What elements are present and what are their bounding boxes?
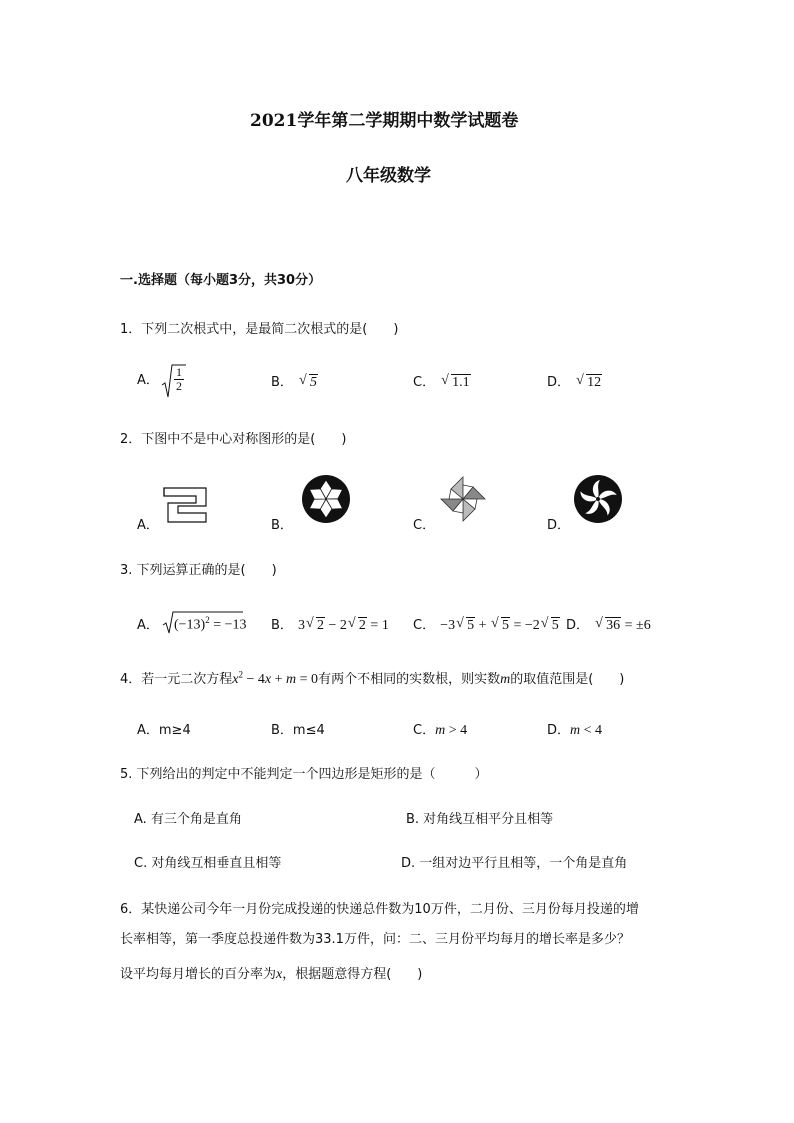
question-5-stem: 5. 下列给出的判定中不能判定一个四边形是矩形的是（ ） bbox=[120, 767, 488, 782]
q6-line3-pre: 设平均每月增长的百分率为 bbox=[120, 967, 277, 982]
q4-option-d bbox=[547, 719, 602, 739]
q2-option-b-label: B． bbox=[271, 518, 293, 533]
q3-b-rhs: = 1 bbox=[366, 618, 389, 633]
q4-option-c bbox=[413, 719, 467, 739]
q4-d-rest: < 4 bbox=[580, 723, 603, 738]
q3-a-rhs: = −13 bbox=[209, 618, 247, 633]
q1-a-numerator: 1 bbox=[176, 365, 182, 379]
q4-eq-m: m bbox=[286, 672, 297, 687]
q3-c-equals: = −2 bbox=[509, 618, 540, 633]
q4-c-m: m bbox=[435, 723, 446, 738]
q3-b-middle: − 2 bbox=[325, 618, 347, 633]
q4-stem-m: m bbox=[500, 672, 511, 687]
question-2-stem: 2．下图中不是中心对称图形的是( ) bbox=[120, 432, 347, 447]
q3-c-coef1: −3 bbox=[440, 618, 456, 633]
q4-eq-term: − 4 bbox=[243, 672, 265, 687]
q3-d-radicand: 36 bbox=[606, 618, 621, 633]
q4-eq-rhs: = 0 bbox=[296, 672, 319, 687]
question-4-stem bbox=[120, 668, 624, 688]
q4-option-d-label: D． bbox=[547, 723, 571, 738]
q4-stem-pre: 4．若一元二次方程 bbox=[120, 672, 233, 687]
q2-figure-d bbox=[573, 474, 623, 524]
q1-d-radicand: 12 bbox=[587, 375, 602, 390]
q3-option-b-label: B． bbox=[271, 618, 293, 633]
q1-a-denominator: 2 bbox=[176, 379, 182, 393]
q3-option-d bbox=[566, 614, 651, 634]
q3-d-rhs: = ±6 bbox=[621, 618, 651, 633]
q1-option-c bbox=[413, 371, 471, 391]
exam-subtitle: 八年级数学 bbox=[346, 166, 431, 186]
q2-figure-b bbox=[301, 474, 351, 524]
q5-option-a: A. 有三个角是直角 bbox=[134, 812, 242, 827]
q3-option-b bbox=[271, 614, 389, 634]
q3-b-radicand2: 2 bbox=[358, 618, 366, 633]
q1-option-b-label: B． bbox=[271, 375, 293, 390]
q3-option-d-label: D． bbox=[566, 618, 590, 633]
q2-figure-c bbox=[439, 475, 487, 523]
q3-option-c bbox=[413, 614, 560, 634]
q5-option-c: C. 对角线互相垂直且相等 bbox=[134, 856, 282, 871]
q3-c-plus: + bbox=[475, 618, 490, 633]
question-6-line-2: 长率相等，第一季度总投递件数为33.1万件，问：二、三月份平均每月的增长率是多少？ bbox=[120, 932, 630, 947]
q2-option-a-label: A． bbox=[137, 518, 159, 533]
q3-b-coef1: 3 bbox=[298, 618, 306, 633]
q3-option-a-label: A． bbox=[137, 618, 159, 633]
q2-option-c-label: C． bbox=[413, 518, 436, 533]
q4-stem-mid: 有两个不相同的实数根，则实数 bbox=[318, 672, 501, 687]
q4-option-c-label: C． bbox=[413, 723, 436, 738]
q6-line3-x: x bbox=[276, 967, 283, 982]
q4-option-b: B．m≤4 bbox=[271, 723, 325, 738]
q4-option-a: A．m≥4 bbox=[137, 723, 191, 738]
q1-option-d bbox=[547, 371, 602, 391]
q3-c-radicand3: 5 bbox=[551, 618, 559, 633]
q3-c-radicand1: 5 bbox=[467, 618, 475, 633]
q3-b-radicand1: 2 bbox=[317, 618, 325, 633]
question-3-stem: 3. 下列运算正确的是( ) bbox=[120, 563, 277, 578]
q3-a-radicand: (−13) bbox=[174, 618, 206, 633]
q4-stem-post: 的取值范围是( ) bbox=[510, 672, 625, 687]
q4-eq-plus: + bbox=[271, 672, 287, 687]
question-6-line-3 bbox=[120, 963, 422, 983]
q3-c-radicand2: 5 bbox=[501, 618, 509, 633]
q3-option-a bbox=[137, 614, 247, 634]
exam-title: 2021学年第二学期期中数学试题卷 bbox=[250, 111, 519, 131]
q1-option-a bbox=[137, 366, 184, 393]
question-6-line-1: 6．某快递公司今年一月份完成投递的快递总件数为10万件，二月份、三月份每月投递的增 bbox=[120, 902, 639, 917]
q2-option-d-label: D． bbox=[547, 518, 571, 533]
q1-option-b bbox=[271, 371, 318, 391]
q6-line3-post: ，根据题意得方程( ) bbox=[282, 967, 423, 982]
q4-eq-x: x bbox=[232, 672, 239, 687]
q3-option-c-label: C． bbox=[413, 618, 436, 633]
q1-option-a-label: A． bbox=[137, 373, 159, 388]
q2-figure-a bbox=[163, 487, 209, 523]
q5-option-d: D. 一组对边平行且相等，一个角是直角 bbox=[401, 856, 628, 871]
q1-b-radicand: 5 bbox=[310, 375, 318, 390]
q4-eq-x2: x bbox=[264, 672, 272, 687]
q1-c-radicand: 1.1 bbox=[452, 375, 470, 390]
q4-eq-exponent: 2 bbox=[238, 669, 243, 680]
q1-option-c-label: C． bbox=[413, 375, 436, 390]
q1-option-d-label: D． bbox=[547, 375, 571, 390]
section-heading: 一.选择题（每小题3分，共30分） bbox=[120, 273, 322, 288]
q4-d-m: m bbox=[570, 723, 581, 738]
q5-option-b: B. 对角线互相平分且相等 bbox=[406, 812, 554, 827]
question-1-stem: 1．下列二次根式中，是最简二次根式的是( ) bbox=[120, 322, 399, 337]
q4-c-rest: > 4 bbox=[445, 723, 468, 738]
q3-a-exponent: 2 bbox=[205, 615, 210, 626]
